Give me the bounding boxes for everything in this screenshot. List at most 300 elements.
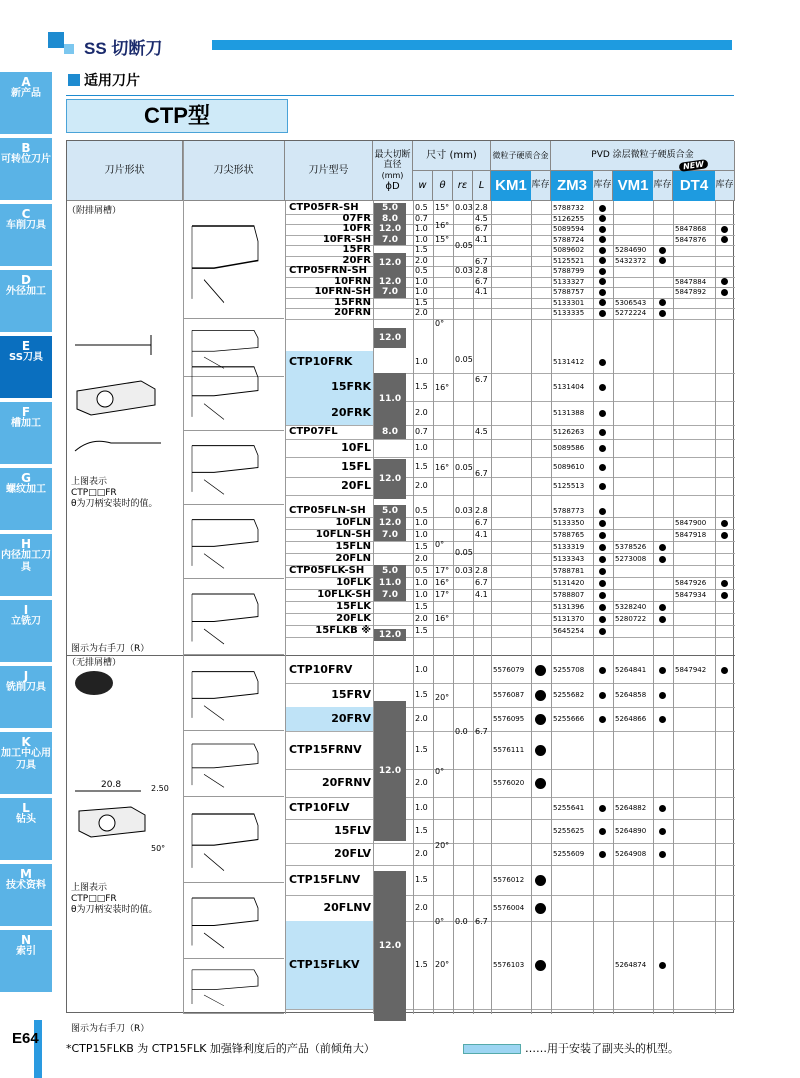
stock-zm3: 库存 xyxy=(593,171,613,201)
d-cell: 11.0 xyxy=(374,577,406,589)
model-cell: 10FL xyxy=(341,441,371,454)
t-cell: 17° xyxy=(435,566,450,575)
section-square xyxy=(68,74,80,86)
d-cell: 5.0 xyxy=(374,565,406,577)
note-text: CTP□□FR xyxy=(71,488,117,498)
model-cell: CTP05FLK-SH xyxy=(289,565,365,576)
model-cell: 20FLNV xyxy=(323,901,371,914)
sidebar-label: 螺纹加工 xyxy=(6,484,46,495)
w-cell: 2.0 xyxy=(415,849,428,858)
grid-line xyxy=(473,201,474,1014)
stock-dot-icon xyxy=(535,875,546,886)
stock-dot-icon xyxy=(535,714,546,725)
zm3-cell: 5255625 xyxy=(553,827,585,835)
sidebar-letter: A xyxy=(21,75,31,89)
col-tip: 刀尖形状 xyxy=(183,141,285,201)
tip-drawing xyxy=(184,505,284,579)
zm3-cell: 5089586 xyxy=(553,444,585,452)
stock-dot-icon xyxy=(599,384,606,391)
vm1-cell: 5284690 xyxy=(615,246,647,255)
km1-cell: 5576004 xyxy=(493,904,525,912)
zm3-cell: 5131370 xyxy=(553,615,585,623)
r-cell: 0.03 xyxy=(455,203,473,213)
sidebar-letter: J xyxy=(23,669,29,683)
insert-icon xyxy=(75,671,113,695)
stock-dot-icon xyxy=(599,828,606,835)
zm3-cell: 5131388 xyxy=(553,409,585,417)
maxd-label: 最大切断直径 xyxy=(374,149,411,170)
group-without-chipbreaker: （无排屑槽） xyxy=(67,658,122,668)
stock-dot-icon xyxy=(599,483,606,490)
w-cell: 2.0 xyxy=(415,255,428,265)
grid-line xyxy=(413,201,414,1014)
w-cell: 1.5 xyxy=(415,602,428,611)
sidebar-item-m[interactable] xyxy=(0,864,52,928)
merged-t0: 0° xyxy=(435,319,445,328)
header-square-small xyxy=(64,44,74,54)
legend-swatch xyxy=(463,1044,521,1054)
model-cell: 20FLN xyxy=(335,553,371,564)
stock-dot-icon xyxy=(721,278,728,285)
sidebar-item-h[interactable] xyxy=(0,534,52,598)
d-cell: 5.0 xyxy=(374,203,406,214)
stock-dot-icon xyxy=(599,410,606,417)
sidebar-letter: E xyxy=(21,339,31,353)
group-with-chipbreaker: （附排屑槽） xyxy=(67,206,122,216)
w-cell: 1.5 xyxy=(415,960,428,969)
sidebar-label: 内径加工刀具 xyxy=(1,550,51,573)
sidebar-item-e[interactable] xyxy=(0,336,52,400)
stock-dot-icon xyxy=(721,236,728,243)
km1-cell: 5576087 xyxy=(493,691,525,699)
model-cell: 15FLKB ※ xyxy=(315,625,371,636)
merged-r005: 0.05 xyxy=(455,355,473,364)
model-cell: 20FRV xyxy=(331,712,371,725)
merged-r005: 0.05 xyxy=(455,548,473,557)
merged-l67b: 6.7 xyxy=(475,917,488,926)
stock-dot-icon xyxy=(659,962,666,969)
model-cell: CTP07FL xyxy=(289,426,338,437)
dim-text: 2.50 xyxy=(151,784,169,793)
w-cell: 0.7 xyxy=(415,427,428,436)
tip-drawing xyxy=(184,431,284,505)
sidebar-item-f[interactable] xyxy=(0,402,52,466)
model-cell: 10FRN xyxy=(334,275,371,287)
merged-d120b: 12.0 xyxy=(374,328,406,348)
zm3-cell: 5125521 xyxy=(553,256,585,265)
stock-dot-icon xyxy=(599,556,606,563)
zm3-cell: 5788765 xyxy=(553,531,585,539)
model-cell: CTP15FLKV xyxy=(289,958,360,971)
t-cell: 17° xyxy=(435,590,450,599)
w-cell: 2.0 xyxy=(415,903,428,912)
zm3-cell: 5255641 xyxy=(553,804,585,812)
stock-dot-icon xyxy=(599,205,606,212)
col-model: 刀片型号 xyxy=(285,141,373,201)
vm1-cell: 5328240 xyxy=(615,603,647,611)
grade-vm1: VM1 xyxy=(613,171,653,201)
sidebar-item-n[interactable] xyxy=(0,930,52,994)
sidebar-letter: H xyxy=(20,537,32,551)
col-pvd: PVD 涂层微粒子硬质合金 xyxy=(551,141,735,171)
dt4-cell: 5847884 xyxy=(675,277,707,286)
model-cell: 10FLK xyxy=(336,577,371,588)
note-block-2 xyxy=(71,883,158,916)
stock-dot-icon xyxy=(599,532,606,539)
model-cell: 15FLN xyxy=(335,541,371,552)
stock-dot-icon xyxy=(535,665,546,676)
col-rc: rε xyxy=(453,171,473,201)
tip-drawing xyxy=(184,731,284,797)
stock-dot-icon xyxy=(659,544,666,551)
row-line xyxy=(285,819,735,820)
maxd-symbol: ϕD xyxy=(385,180,400,192)
section-title: 适用刀片 xyxy=(84,73,140,89)
sidebar-label: 外径加工 xyxy=(6,286,46,297)
right-hand-note-2: 图示为右手刀（R） xyxy=(71,1024,150,1034)
l-cell: 4.1 xyxy=(475,590,488,599)
model-cell: CTP05FR-SH xyxy=(289,202,359,214)
stock-dt4: 库存 xyxy=(715,171,735,201)
page-title: SS 切断刀 xyxy=(84,39,163,58)
merged-t20: 20° xyxy=(435,693,450,702)
model-cell: 20FRNV xyxy=(321,776,371,789)
t-cell: 15° xyxy=(435,203,450,213)
model-cell: 15FLV xyxy=(334,824,371,837)
row-line xyxy=(285,477,735,478)
tip-drawing xyxy=(184,657,284,731)
sidebar-item-j[interactable] xyxy=(0,666,52,730)
l-cell: 6.7 xyxy=(475,224,488,234)
zm3-cell: 5131404 xyxy=(553,383,585,391)
w-cell: 2.0 xyxy=(415,481,428,490)
l-cell: 4.5 xyxy=(475,427,488,436)
dt4-cell: 5847876 xyxy=(675,235,707,244)
sidebar-item-k[interactable] xyxy=(0,732,52,796)
d-cell: 12.0 xyxy=(374,277,406,288)
type-title: CTP型 xyxy=(66,99,288,133)
stock-dot-icon xyxy=(659,310,666,317)
merged-t16: 16° xyxy=(435,221,450,230)
zm3-cell: 5788799 xyxy=(553,267,585,276)
stock-dot-icon xyxy=(659,604,666,611)
w-cell: 2.0 xyxy=(415,778,428,787)
w-cell: 2.0 xyxy=(415,554,428,563)
d-cell: 7.0 xyxy=(374,235,406,246)
model-cell: 20FL xyxy=(341,479,371,492)
model-cell: 20FR xyxy=(342,254,371,266)
stock-dot-icon xyxy=(599,445,606,452)
dt4-cell: 5847892 xyxy=(675,288,707,297)
w-cell: 1.5 xyxy=(415,462,428,471)
km1-cell: 5576111 xyxy=(493,746,525,754)
dt4-cell: 5847926 xyxy=(675,579,707,587)
model-cell: 07FR xyxy=(342,212,371,224)
col-l: L xyxy=(473,171,491,201)
sidebar-label: 新产品 xyxy=(11,88,41,99)
vm1-cell: 5280722 xyxy=(615,615,647,623)
w-cell: 1.5 xyxy=(415,745,428,754)
r-cell: 0.03 xyxy=(455,266,473,276)
merged-t0b: 0° xyxy=(435,917,445,926)
stock-dot-icon xyxy=(599,568,606,575)
vm1-cell: 5264874 xyxy=(615,961,647,969)
w-cell: 1.0 xyxy=(415,443,428,452)
model-cell: CTP15FRNV xyxy=(289,743,362,756)
section-divider xyxy=(66,95,734,96)
grid-line xyxy=(183,141,184,1014)
merged-r005: 0.05 xyxy=(455,463,473,472)
grid-line xyxy=(491,201,492,1014)
merged-t0b: 0° xyxy=(435,767,445,776)
l-cell: 4.5 xyxy=(475,213,488,223)
model-cell: 20FLV xyxy=(334,847,371,860)
zm3-cell: 5788773 xyxy=(553,507,585,515)
sidebar-label: 铣削刀具 xyxy=(6,682,46,693)
zm3-cell: 5788757 xyxy=(553,288,585,297)
stock-km1: 库存 xyxy=(531,171,551,201)
col-dims: 尺寸 (mm) xyxy=(413,141,491,171)
zm3-cell: 5788781 xyxy=(553,567,585,575)
stock-dot-icon xyxy=(659,692,666,699)
row-line xyxy=(285,457,735,458)
note-text: CTP□□FR xyxy=(71,894,117,904)
d-cell: 8.0 xyxy=(374,425,406,439)
tip-drawing xyxy=(184,797,284,883)
zm3-cell: 5089602 xyxy=(553,246,585,255)
model-cell: 15FR xyxy=(342,244,371,256)
sidebar-item-g[interactable] xyxy=(0,468,52,532)
r-cell: 0.03 xyxy=(455,566,473,575)
sidebar-item-i[interactable] xyxy=(0,600,52,664)
dt4-cell: 5847868 xyxy=(675,225,707,234)
merged-t16b: 16° xyxy=(435,383,450,392)
merged-l67b: 6.7 xyxy=(475,727,488,736)
km1-cell: 5576012 xyxy=(493,876,525,884)
model-cell: 15FRN xyxy=(334,296,371,308)
new-badge: NEW xyxy=(679,159,709,172)
stock-vm1: 库存 xyxy=(653,171,673,201)
vm1-cell: 5264858 xyxy=(615,691,647,699)
km1-cell: 5576103 xyxy=(493,961,525,969)
grid-line xyxy=(373,201,374,1014)
w-cell: 2.0 xyxy=(415,308,428,318)
t-cell: 16° xyxy=(435,614,450,623)
tip-drawing xyxy=(184,579,284,655)
merged-d120: 12.0 xyxy=(374,629,406,641)
l-cell: 6.7 xyxy=(475,518,488,527)
stock-dot-icon xyxy=(535,903,546,914)
stock-dot-icon xyxy=(535,690,546,701)
zm3-cell: 5131412 xyxy=(553,358,585,366)
stock-dot-icon xyxy=(599,429,606,436)
w-cell: 1.5 xyxy=(415,875,428,884)
zm3-cell: 5125513 xyxy=(553,482,585,490)
header-square xyxy=(48,32,64,48)
model-cell: 10FLN xyxy=(335,517,371,528)
stock-dot-icon xyxy=(599,604,606,611)
sidebar-label: 索引 xyxy=(16,946,36,957)
stock-dot-icon xyxy=(535,960,546,971)
w-cell: 1.0 xyxy=(415,287,428,297)
model-cell: 20FRK xyxy=(331,406,371,419)
sidebar-letter: G xyxy=(21,471,31,485)
grid-line xyxy=(653,201,654,1014)
zm3-cell: 5133301 xyxy=(553,298,585,307)
l-cell: 2.8 xyxy=(475,566,488,575)
model-cell: CTP10FLV xyxy=(289,801,350,814)
sidebar-label: 技术资料 xyxy=(6,880,46,891)
row-line xyxy=(285,769,735,770)
merged-d120d: 12.0 xyxy=(374,701,406,841)
zm3-cell: 5133319 xyxy=(553,543,585,551)
zm3-cell: 5788807 xyxy=(553,591,585,599)
footnote: *CTP15FLKB 为 CTP15FLK 加强锋利度后的产品（前倾角大） xyxy=(66,1042,375,1055)
model-cell: CTP15FLNV xyxy=(289,873,361,886)
w-cell: 1.0 xyxy=(415,234,428,244)
stock-dot-icon xyxy=(599,508,606,515)
zm3-cell: 5131396 xyxy=(553,603,585,611)
sidebar-letter: I xyxy=(23,603,29,617)
grid-line xyxy=(551,201,552,1014)
t-cell: 15° xyxy=(435,234,450,244)
grid-line xyxy=(593,201,594,1014)
grid-line xyxy=(531,201,532,1014)
w-cell: 1.5 xyxy=(415,245,428,255)
w-cell: 2.0 xyxy=(415,714,428,723)
grid-line xyxy=(673,201,674,1014)
model-cell: CTP10FRV xyxy=(289,663,353,676)
stock-dot-icon xyxy=(599,592,606,599)
stock-dot-icon xyxy=(599,278,606,285)
col-theta: θ xyxy=(433,171,453,201)
t-cell: 20° xyxy=(435,960,450,969)
row-line xyxy=(285,495,735,496)
w-cell: 1.5 xyxy=(415,382,428,391)
model-cell: 15FLK xyxy=(336,601,371,612)
col-shape: 刀片形状 xyxy=(67,141,183,201)
d-cell: 5.0 xyxy=(374,505,406,517)
zm3-cell: 5133343 xyxy=(553,555,585,563)
stock-dot-icon xyxy=(599,616,606,623)
legend-text: ……用于安装了副夹头的机型。 xyxy=(525,1042,679,1055)
stock-dot-icon xyxy=(599,247,606,254)
stock-dot-icon xyxy=(721,667,728,674)
row-line xyxy=(285,425,735,426)
sidebar-label: SS刀具 xyxy=(9,352,43,363)
vm1-cell: 5264866 xyxy=(615,715,647,723)
model-cell: CTP05FRN-SH xyxy=(289,265,368,277)
grade-dt4: DT4 xyxy=(673,171,715,201)
zm3-cell: 5089594 xyxy=(553,225,585,234)
stock-dot-icon xyxy=(599,851,606,858)
stock-dot-icon xyxy=(599,667,606,674)
zm3-cell: 5133335 xyxy=(553,309,585,318)
stock-dot-icon xyxy=(599,236,606,243)
stock-dot-icon xyxy=(659,828,666,835)
row-line xyxy=(285,843,735,844)
km1-cell: 5576079 xyxy=(493,666,525,674)
vm1-cell: 5264908 xyxy=(615,850,647,858)
sidebar-letter: C xyxy=(21,207,31,221)
vm1-cell: 5272224 xyxy=(615,309,647,318)
dt4-cell: 5847918 xyxy=(675,531,707,539)
zm3-cell: 5126255 xyxy=(553,214,585,223)
merged-r005: 0.05 xyxy=(455,241,473,250)
stock-dot-icon xyxy=(599,289,606,296)
stock-dot-icon xyxy=(599,257,606,264)
zm3-cell: 5126263 xyxy=(553,428,585,436)
w-cell: 2.0 xyxy=(415,614,428,623)
model-cell: 10FR xyxy=(342,223,371,235)
note-text: 上图表示 xyxy=(71,477,108,487)
sidebar-item-a[interactable] xyxy=(0,72,52,136)
vm1-cell: 5273008 xyxy=(615,555,647,563)
stock-dot-icon xyxy=(599,716,606,723)
w-cell: 1.0 xyxy=(415,665,428,674)
zm3-cell: 5255609 xyxy=(553,850,585,858)
grid-line xyxy=(453,201,454,1014)
stock-dot-icon xyxy=(659,667,666,674)
dt4-cell: 5847934 xyxy=(675,591,707,599)
l-cell: 2.8 xyxy=(475,266,488,276)
vm1-cell: 5264890 xyxy=(615,827,647,835)
sidebar-letter: F xyxy=(21,405,31,419)
stock-dot-icon xyxy=(721,289,728,296)
zm3-cell: 5645254 xyxy=(553,627,585,635)
grid-line xyxy=(433,201,434,1014)
sidebar-letter: M xyxy=(20,867,32,881)
stock-dot-icon xyxy=(599,692,606,699)
w-cell: 1.0 xyxy=(415,357,428,366)
legend xyxy=(463,1040,679,1056)
vm1-cell: 5264841 xyxy=(615,666,647,674)
tip-drawing xyxy=(184,959,284,1014)
right-hand-note: 图示为右手刀（R） xyxy=(71,644,150,654)
zm3-cell: 5131420 xyxy=(553,579,585,587)
stock-dot-icon xyxy=(599,520,606,527)
km1-cell: 5576095 xyxy=(493,715,525,723)
sidebar-item-d[interactable] xyxy=(0,270,52,334)
stock-dot-icon xyxy=(599,299,606,306)
sidebar-label: 车削刀具 xyxy=(6,220,46,231)
w-cell: 2.0 xyxy=(415,408,428,417)
stock-dot-icon xyxy=(659,716,666,723)
zm3-cell: 5788732 xyxy=(553,204,585,213)
dt4-cell: 5847900 xyxy=(675,519,707,527)
sidebar-label: 槽加工 xyxy=(11,418,41,429)
dim-text: 20.8 xyxy=(101,780,122,790)
stock-dot-icon xyxy=(721,592,728,599)
l-cell: 6.7 xyxy=(475,276,488,286)
row-line xyxy=(285,637,735,638)
zm3-cell: 5788724 xyxy=(553,235,585,244)
stock-dot-icon xyxy=(659,616,666,623)
l-cell: 4.1 xyxy=(475,287,488,297)
d-cell: 7.0 xyxy=(374,589,406,601)
model-cell: CTP10FRK xyxy=(289,355,353,368)
stock-dot-icon xyxy=(659,556,666,563)
sidebar-item-l[interactable] xyxy=(0,798,52,862)
sidebar-item-c[interactable] xyxy=(0,204,52,268)
vm1-cell: 5432372 xyxy=(615,256,647,265)
model-cell: 10FRN-SH xyxy=(314,286,371,298)
maxd-unit: (mm) xyxy=(381,170,404,180)
grid-line xyxy=(285,201,286,1014)
zm3-cell: 5133350 xyxy=(553,519,585,527)
sidebar-item-b[interactable] xyxy=(0,138,52,202)
row-line xyxy=(285,895,735,896)
